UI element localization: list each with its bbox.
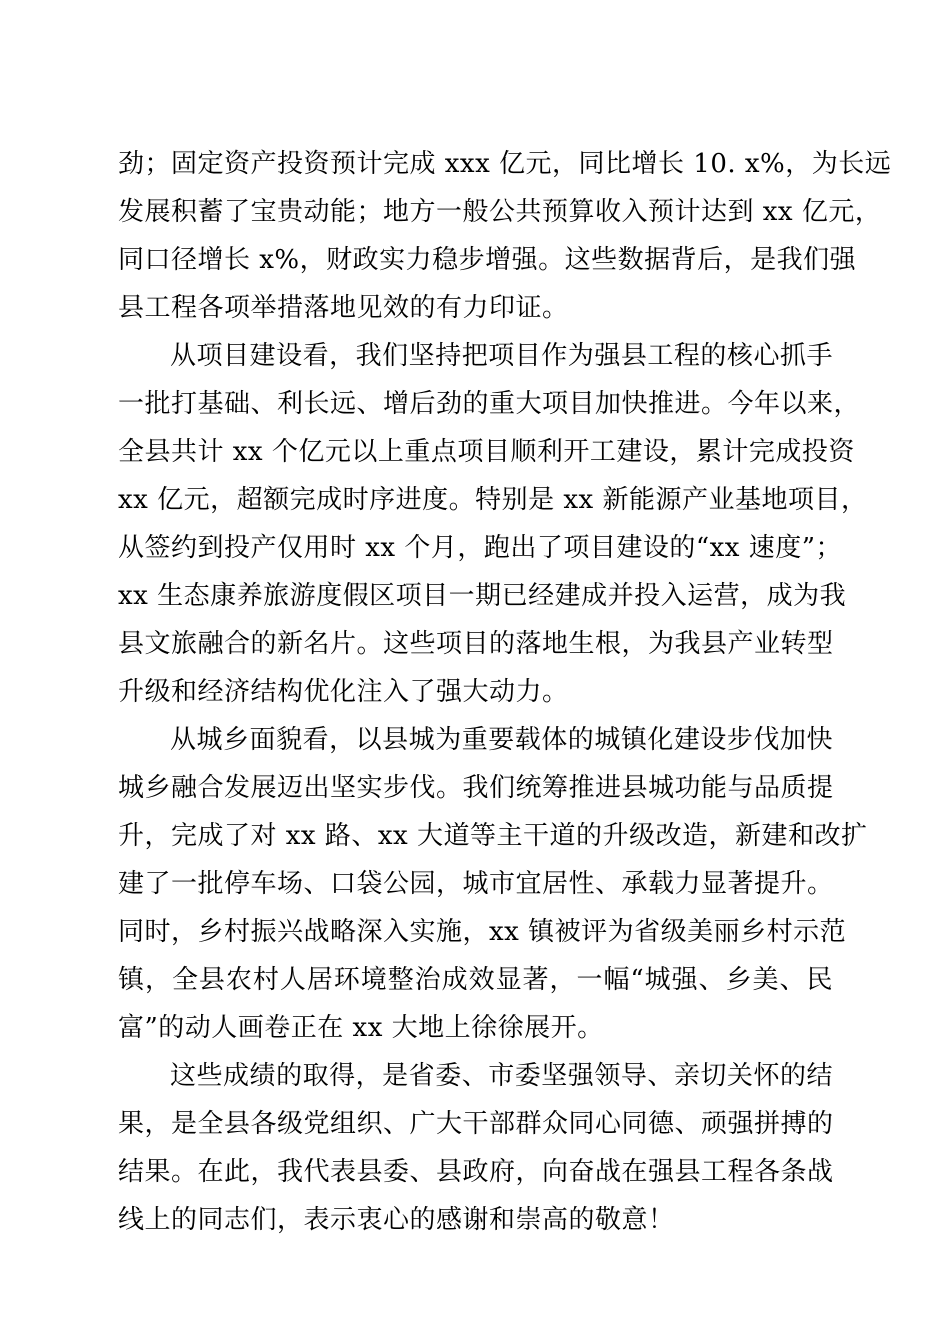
paragraph-line: 结果。在此，我代表县委、县政府，向奋战在强县工程各条战 [118, 1157, 834, 1187]
paragraph-line: 从项目建设看，我们坚持把项目作为强县工程的核心抓手 [170, 341, 833, 371]
paragraph-line: 县工程各项举措落地见效的有力印证。 [118, 293, 569, 323]
paragraph-line: 同时，乡村振兴战略深入实施，xx 镇被评为省级美丽乡村示范 [118, 917, 847, 947]
paragraph-line: 发展积蓄了宝贵动能；地方一般公共预算收入预计达到 xx 亿元， [118, 197, 882, 227]
paragraph-project-construction [118, 332, 868, 716]
paragraph-line: 升，完成了对 xx 路、xx 大道等主干道的升级改造，新建和改扩 [118, 821, 868, 851]
paragraph-line: 这些成绩的取得，是省委、市委坚强领导、亲切关怀的结 [170, 1061, 833, 1091]
paragraph-line: 富”的动人画卷正在 xx 大地上徐徐展开。 [118, 1013, 604, 1043]
paragraph-line: 从签约到投产仅用时 xx 个月，跑出了项目建设的“xx 速度”； [118, 533, 843, 563]
paragraph-line: xx 生态康养旅游度假区项目一期已经建成并投入运营，成为我 [118, 581, 847, 611]
paragraph-line: 建了一批停车场、口袋公园，城市宜居性、承载力显著提升。 [118, 869, 834, 899]
document-body [118, 140, 892, 1244]
paragraph-line: 劲；固定资产投资预计完成 xxx 亿元，同比增长 10. x%，为长远 [118, 149, 892, 179]
paragraph-urban-rural [118, 716, 868, 1052]
paragraph-line: 果，是全县各级党组织、广大干部群众同心同德、顽强拼搏的 [118, 1109, 834, 1139]
paragraph-line: 县文旅融合的新名片。这些项目的落地生根，为我县产业转型 [118, 629, 834, 659]
paragraph-line: 同口径增长 x%，财政实力稳步增强。这些数据背后，是我们强 [118, 245, 857, 275]
paragraph-line: 从城乡面貌看，以县城为重要载体的城镇化建设步伐加快 [170, 725, 833, 755]
paragraph-line: 一批打基础、利长远、增后劲的重大项目加快推进。今年以来， [118, 389, 861, 419]
paragraph-line: 城乡融合发展迈出坚实步伐。我们统筹推进县城功能与品质提 [118, 773, 834, 803]
paragraph-line: 镇，全县农村人居环境整治成效显著，一幅“城强、乡美、民 [118, 965, 833, 995]
paragraph-line: 线上的同志们，表示衷心的感谢和崇高的敬意！ [118, 1205, 675, 1235]
paragraph-economic-indicators [118, 140, 892, 332]
paragraph-line: 升级和经济结构优化注入了强大动力。 [118, 677, 569, 707]
paragraph-line: xx 亿元，超额完成时序进度。特别是 xx 新能源产业基地项目， [118, 485, 868, 515]
paragraph-acknowledgement [118, 1052, 833, 1244]
paragraph-line: 全县共计 xx 个亿元以上重点项目顺利开工建设，累计完成投资 [118, 437, 855, 467]
